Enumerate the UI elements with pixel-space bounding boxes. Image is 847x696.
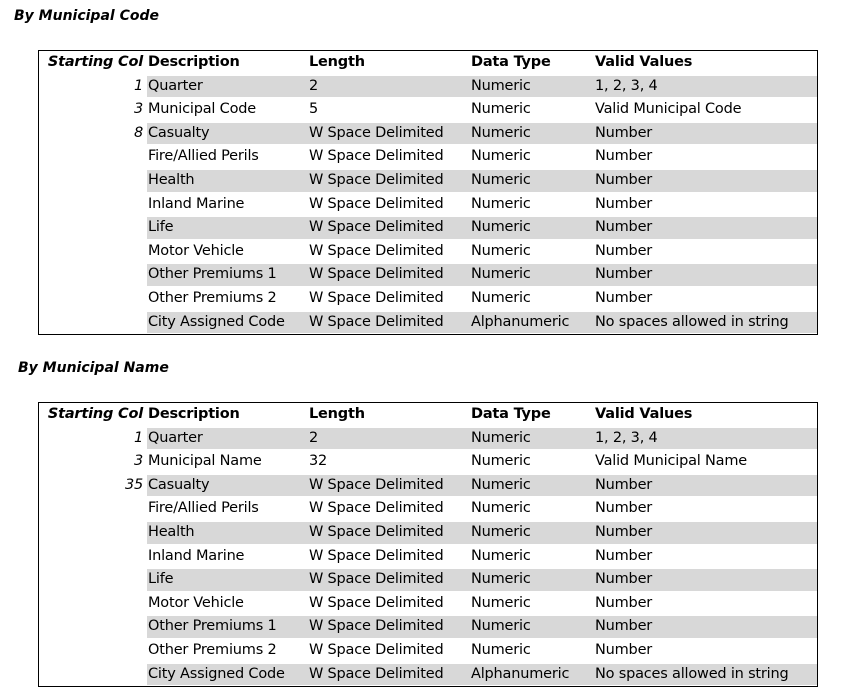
valid-values-cell: Number xyxy=(595,523,653,540)
description-cell: Fire/Allied Perils xyxy=(148,500,259,517)
header-description: Description xyxy=(148,406,240,422)
length-cell: W Space Delimited xyxy=(309,665,444,682)
valid-values-cell: 1, 2, 3, 4 xyxy=(595,429,658,446)
header-description: Description xyxy=(148,54,240,70)
length-cell: 2 xyxy=(309,77,319,94)
length-cell: W Space Delimited xyxy=(309,219,444,236)
description-cell: City Assigned Code xyxy=(148,665,285,682)
data-type-cell: Numeric xyxy=(471,266,531,283)
table-row xyxy=(39,193,817,217)
starting-col-cell xyxy=(39,663,143,687)
data-type-cell: Numeric xyxy=(471,500,531,517)
valid-values-cell: Number xyxy=(595,547,653,564)
data-type-cell: Numeric xyxy=(471,101,531,118)
header-starting-col: Starting Col xyxy=(47,54,143,70)
starting-col-cell xyxy=(39,216,143,240)
starting-col-cell xyxy=(39,592,143,616)
header-length: Length xyxy=(309,406,365,422)
header-valid-values: Valid Values xyxy=(595,54,693,70)
table-row xyxy=(39,568,817,592)
header-starting-col: Starting Col xyxy=(47,406,143,422)
data-type-cell: Numeric xyxy=(471,476,531,493)
data-type-cell: Numeric xyxy=(471,289,531,306)
length-cell: W Space Delimited xyxy=(309,289,444,306)
length-cell: W Space Delimited xyxy=(309,148,444,165)
table-row xyxy=(39,122,817,146)
description-cell: Motor Vehicle xyxy=(148,242,244,259)
length-cell: W Space Delimited xyxy=(309,618,444,635)
starting-col-cell xyxy=(39,169,143,193)
length-cell: W Space Delimited xyxy=(309,195,444,212)
table-header-row xyxy=(39,51,817,75)
table-row xyxy=(39,497,817,521)
data-type-cell: Numeric xyxy=(471,453,531,470)
starting-col-cell: 1 xyxy=(133,77,143,94)
table-header-row xyxy=(39,403,817,427)
table-row xyxy=(39,263,817,287)
starting-col-cell xyxy=(39,497,143,521)
valid-values-cell: Number xyxy=(595,289,653,306)
data-type-cell: Numeric xyxy=(471,641,531,658)
table-row xyxy=(39,75,817,99)
starting-col-cell xyxy=(39,545,143,569)
data-type-cell: Alphanumeric xyxy=(471,313,570,330)
valid-values-cell: Number xyxy=(595,148,653,165)
data-type-cell: Numeric xyxy=(471,547,531,564)
data-type-cell: Numeric xyxy=(471,523,531,540)
valid-values-cell: Number xyxy=(595,171,653,188)
header-data-type: Data Type xyxy=(471,406,551,422)
length-cell: W Space Delimited xyxy=(309,641,444,658)
starting-col-cell xyxy=(39,263,143,287)
table-row xyxy=(39,521,817,545)
valid-values-cell: Number xyxy=(595,618,653,635)
valid-values-cell: Number xyxy=(595,571,653,588)
municipal-name-table xyxy=(38,402,818,687)
table-row xyxy=(39,169,817,193)
data-type-cell: Numeric xyxy=(471,219,531,236)
valid-values-cell: Valid Municipal Name xyxy=(595,453,747,470)
valid-values-cell: Number xyxy=(595,594,653,611)
description-cell: Life xyxy=(148,219,174,236)
section-title-municipal-code: By Municipal Code xyxy=(14,8,159,24)
length-cell: W Space Delimited xyxy=(309,523,444,540)
description-cell: Inland Marine xyxy=(148,547,245,564)
valid-values-cell: Number xyxy=(595,476,653,493)
valid-values-cell: Number xyxy=(595,266,653,283)
description-cell: Municipal Name xyxy=(148,453,262,470)
description-cell: Life xyxy=(148,571,174,588)
table-row xyxy=(39,615,817,639)
description-cell: Quarter xyxy=(148,77,203,94)
length-cell: W Space Delimited xyxy=(309,171,444,188)
table-row xyxy=(39,639,817,663)
starting-col-cell xyxy=(39,311,143,335)
starting-col-cell xyxy=(39,287,143,311)
table-row xyxy=(39,545,817,569)
data-type-cell: Numeric xyxy=(471,242,531,259)
data-type-cell: Numeric xyxy=(471,594,531,611)
data-type-cell: Numeric xyxy=(471,618,531,635)
valid-values-cell: Number xyxy=(595,641,653,658)
description-cell: Fire/Allied Perils xyxy=(148,148,259,165)
starting-col-cell xyxy=(39,521,143,545)
description-cell: Other Premiums 2 xyxy=(148,289,277,306)
length-cell: W Space Delimited xyxy=(309,266,444,283)
table-row xyxy=(39,145,817,169)
table-row xyxy=(39,427,817,451)
length-cell: W Space Delimited xyxy=(309,242,444,259)
starting-col-cell: 35 xyxy=(124,476,143,493)
description-cell: City Assigned Code xyxy=(148,313,285,330)
data-type-cell: Numeric xyxy=(471,171,531,188)
description-cell: Quarter xyxy=(148,429,203,446)
table-row xyxy=(39,474,817,498)
valid-values-cell: Number xyxy=(595,242,653,259)
valid-values-cell: Number xyxy=(595,124,653,141)
starting-col-cell: 3 xyxy=(133,101,143,118)
description-cell: Other Premiums 2 xyxy=(148,641,277,658)
section-title-municipal-name: By Municipal Name xyxy=(18,360,169,376)
valid-values-cell: Valid Municipal Code xyxy=(595,101,742,118)
table-row xyxy=(39,592,817,616)
starting-col-cell xyxy=(39,615,143,639)
data-type-cell: Numeric xyxy=(471,571,531,588)
starting-col-cell: 1 xyxy=(133,429,143,446)
data-type-cell: Numeric xyxy=(471,77,531,94)
description-cell: Inland Marine xyxy=(148,195,245,212)
header-length: Length xyxy=(309,54,365,70)
starting-col-cell xyxy=(39,145,143,169)
description-cell: Health xyxy=(148,523,195,540)
valid-values-cell: No spaces allowed in string xyxy=(595,313,789,330)
valid-values-cell: Number xyxy=(595,500,653,517)
starting-col-cell: 3 xyxy=(133,453,143,470)
table-row xyxy=(39,98,817,122)
description-cell: Motor Vehicle xyxy=(148,594,244,611)
starting-col-cell xyxy=(39,639,143,663)
length-cell: W Space Delimited xyxy=(309,594,444,611)
valid-values-cell: Number xyxy=(595,219,653,236)
starting-col-cell xyxy=(39,193,143,217)
description-cell: Municipal Code xyxy=(148,101,256,118)
header-valid-values: Valid Values xyxy=(595,406,693,422)
data-type-cell: Alphanumeric xyxy=(471,665,570,682)
data-type-cell: Numeric xyxy=(471,124,531,141)
table-row xyxy=(39,216,817,240)
data-type-cell: Numeric xyxy=(471,429,531,446)
length-cell: W Space Delimited xyxy=(309,547,444,564)
length-cell: 32 xyxy=(309,453,328,470)
length-cell: W Space Delimited xyxy=(309,476,444,493)
table-row xyxy=(39,663,817,687)
data-type-cell: Numeric xyxy=(471,148,531,165)
municipal-code-table xyxy=(38,50,818,335)
starting-col-cell xyxy=(39,240,143,264)
header-data-type: Data Type xyxy=(471,54,551,70)
description-cell: Other Premiums 1 xyxy=(148,618,277,635)
length-cell: W Space Delimited xyxy=(309,500,444,517)
table-row xyxy=(39,240,817,264)
valid-values-cell: No spaces allowed in string xyxy=(595,665,789,682)
starting-col-cell xyxy=(39,568,143,592)
valid-values-cell: Number xyxy=(595,195,653,212)
description-cell: Casualty xyxy=(148,124,210,141)
length-cell: W Space Delimited xyxy=(309,571,444,588)
description-cell: Other Premiums 1 xyxy=(148,266,277,283)
table-row xyxy=(39,450,817,474)
length-cell: W Space Delimited xyxy=(309,124,444,141)
length-cell: W Space Delimited xyxy=(309,313,444,330)
table-row xyxy=(39,311,817,335)
length-cell: 5 xyxy=(309,101,319,118)
valid-values-cell: 1, 2, 3, 4 xyxy=(595,77,658,94)
length-cell: 2 xyxy=(309,429,319,446)
description-cell: Health xyxy=(148,171,195,188)
data-type-cell: Numeric xyxy=(471,195,531,212)
starting-col-cell: 8 xyxy=(133,124,143,141)
description-cell: Casualty xyxy=(148,476,210,493)
table-row xyxy=(39,287,817,311)
